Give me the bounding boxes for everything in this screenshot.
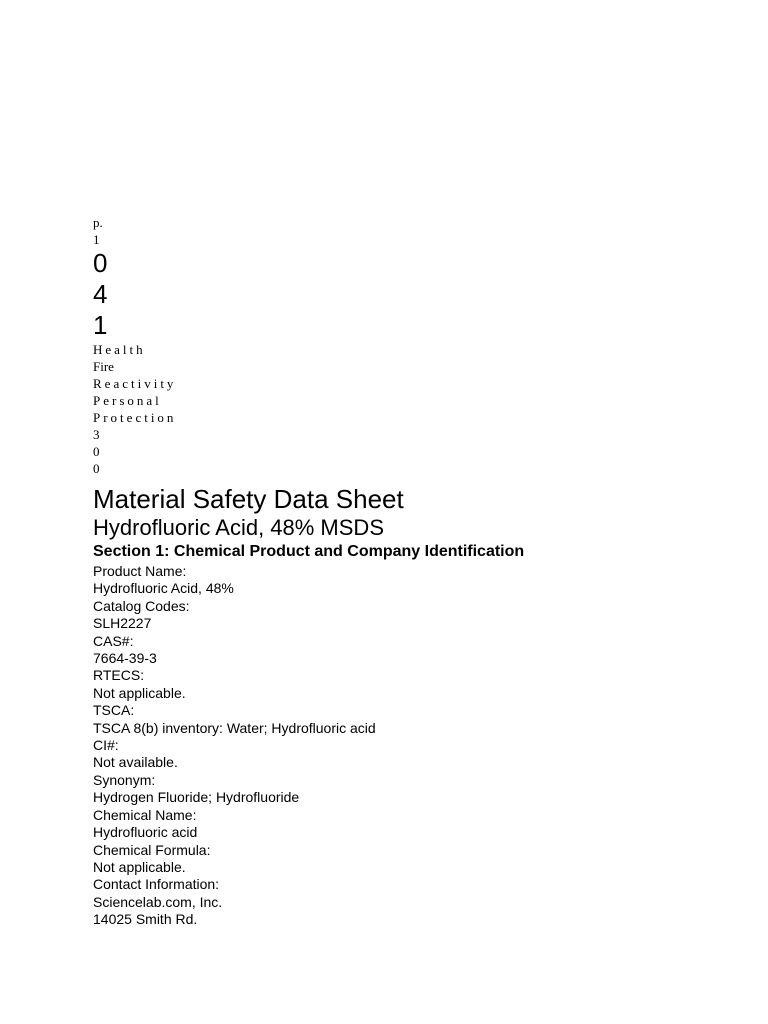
field-value: Not available. xyxy=(93,754,178,771)
protection-label: Protection xyxy=(93,410,177,425)
field-label: CAS#: xyxy=(93,632,134,649)
field-value: Hydrofluoric acid xyxy=(93,824,198,841)
field-value: Not applicable. xyxy=(93,858,186,875)
nfpa-reactivity-rating: 1 xyxy=(93,310,108,340)
field-value: 7664-39-3 xyxy=(93,650,157,667)
field-value: Hydrofluoric Acid, 48% xyxy=(93,580,234,597)
field-label: RTECS: xyxy=(93,667,145,684)
field-value: SLH2227 xyxy=(93,615,152,632)
field-value: TSCA 8(b) inventory: Water; Hydrofluoric acid xyxy=(93,719,376,736)
address-line: 14025 Smith Rd. xyxy=(93,911,198,928)
field-label: TSCA: xyxy=(93,702,135,719)
section-heading: Section 1: Chemical Product and Company Identification xyxy=(93,543,525,560)
field-label: Catalog Codes: xyxy=(93,597,190,614)
document-title: Material Safety Data Sheet xyxy=(93,484,404,514)
field-value: Not applicable. xyxy=(93,684,186,701)
personal-label: Personal xyxy=(93,393,162,408)
document-subtitle: Hydrofluoric Acid, 48% MSDS xyxy=(93,515,384,540)
hmis-fire-rating: 0 xyxy=(93,444,100,459)
reactivity-label: Reactivity xyxy=(93,376,177,391)
field-value: Hydrogen Fluoride; Hydrofluoride xyxy=(93,789,300,806)
page-number: 1 xyxy=(93,232,100,247)
field-value: Sciencelab.com, Inc. xyxy=(93,893,223,910)
nfpa-fire-rating: 4 xyxy=(93,279,108,309)
hmis-reactivity-rating: 0 xyxy=(93,461,100,476)
field-label: Chemical Formula: xyxy=(93,841,211,858)
field-label: Contact Information: xyxy=(93,876,220,893)
field-label: Synonym: xyxy=(93,771,156,788)
identification-list xyxy=(93,563,753,929)
hmis-health-rating: 3 xyxy=(93,427,100,442)
fire-label: Fire xyxy=(93,359,114,374)
field-label: CI#: xyxy=(93,737,119,754)
health-label: Health xyxy=(93,342,146,357)
page-label: p. xyxy=(93,215,103,230)
field-label: Chemical Name: xyxy=(93,806,197,823)
msds-document xyxy=(93,214,753,929)
field-label: Product Name: xyxy=(93,563,187,579)
nfpa-health-rating: 0 xyxy=(93,248,108,278)
